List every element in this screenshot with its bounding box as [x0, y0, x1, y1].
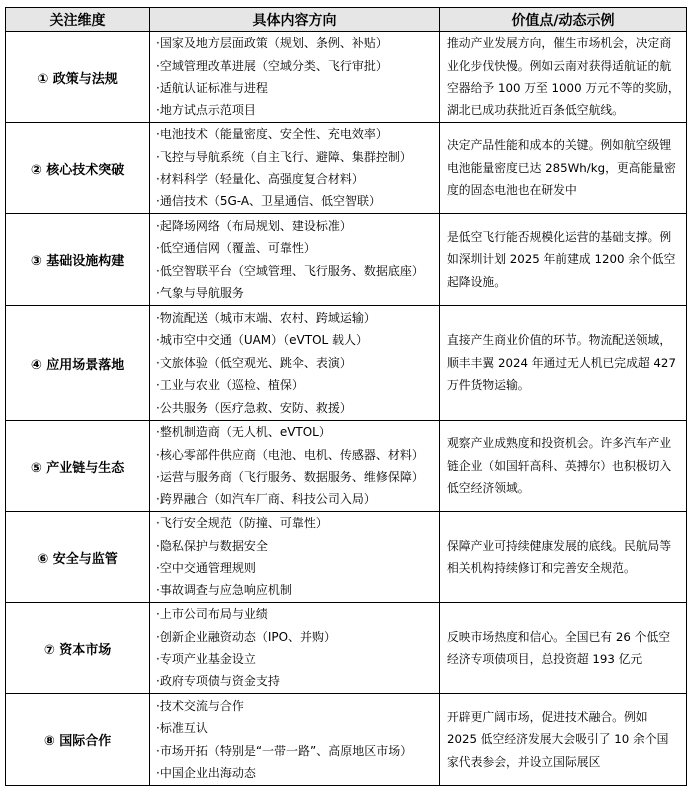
- content-item: ·跨界融合（如汽车厂商、科技公司入局）: [156, 492, 376, 507]
- content-item: ·气象与导航服务: [156, 285, 244, 300]
- content-item: ·飞行安全规范（防撞、可靠性）: [156, 516, 328, 531]
- content-item: ·地方试点示范项目: [156, 103, 256, 118]
- content-item: ·飞控与导航系统（自主飞行、避障、集群控制）: [156, 149, 412, 164]
- dimension-cell: ③ 基础设施构建: [6, 214, 150, 306]
- content-item: ·工业与农业（巡检、植保）: [156, 378, 304, 393]
- dimension-cell: ⑦ 资本市场: [6, 603, 150, 694]
- table-row: [6, 123, 687, 214]
- table-row: [6, 603, 687, 694]
- content-cell: [150, 306, 440, 421]
- header-content: 具体内容方向: [150, 8, 440, 32]
- table-header-row: [6, 8, 687, 32]
- content-item: ·核心零部件供应商（电池、电机、传感器、材料）: [156, 447, 424, 462]
- dimension-cell: ⑤ 产业链与生态: [6, 421, 150, 512]
- table-row: [6, 694, 687, 786]
- dimension-cell: ⑧ 国际合作: [6, 694, 150, 786]
- content-item: ·技术交流与合作: [156, 698, 244, 713]
- value-cell: 开辟更广阔市场，促进技术融合。例如 2025 低空经济发展大会吸引了 10 余个国家代表参会，并设立国际展区: [440, 694, 687, 786]
- content-item: ·整机制造商（无人机、eVTOL）: [156, 425, 331, 440]
- content-item: ·文旅体验（低空观光、跳伞、表演）: [156, 355, 352, 370]
- table-row: [6, 306, 687, 421]
- header-value: 价值点/动态示例: [440, 8, 687, 32]
- content-item: ·空中交通管理规则: [156, 561, 256, 575]
- content-item: ·隐私保护与数据安全: [156, 538, 268, 553]
- value-cell: 保障产业可持续健康发展的底线。民航局等相关机构持续修订和完善安全规范。: [440, 512, 687, 603]
- content-item: ·市场开拓（特别是“一带一路”、高原地区市场）: [156, 743, 413, 758]
- content-item: ·城市空中交通（UAM）（eVTOL 载人）: [156, 333, 369, 348]
- content-item: ·上市公司布局与业绩: [156, 607, 268, 622]
- content-item: ·电池技术（能量密度、安全性、充电效率）: [156, 127, 388, 142]
- table-row: [6, 214, 687, 306]
- dimension-cell: ① 政策与法规: [6, 32, 150, 123]
- content-item: ·物流配送（城市末端、农村、跨域运输）: [156, 310, 376, 325]
- header-dimension: 关注维度: [6, 8, 150, 32]
- content-item: ·材料科学（轻量化、高强度复合材料）: [156, 172, 364, 186]
- content-item: ·空域管理改革进展（空域分类、飞行审批）: [156, 58, 388, 73]
- content-item: ·低空通信网（覆盖、可靠性）: [156, 241, 316, 256]
- content-item: ·政府专项债与资金支持: [156, 674, 280, 689]
- dimension-table: [5, 7, 687, 786]
- table-row: [6, 32, 687, 123]
- content-cell: [150, 32, 440, 123]
- content-cell: [150, 603, 440, 694]
- content-item: ·低空智联平台（空域管理、飞行服务、数据底座）: [156, 263, 424, 278]
- content-item: ·适航认证标准与进程: [156, 81, 268, 95]
- table-row: [6, 421, 687, 512]
- content-cell: [150, 214, 440, 306]
- content-cell: [150, 123, 440, 214]
- value-cell: 观察产业成熟度和投资机会。许多汽车产业链企业（如国轩高科、英搏尔）也积极切入低空经济领域。: [440, 421, 687, 512]
- value-cell: 反映市场热度和信心。全国已有 26 个低空经济专项债项目，总投资超 193 亿元: [440, 603, 687, 694]
- content-item: ·创新企业融资动态（IPO、并购）: [156, 629, 337, 644]
- dimension-cell: ④ 应用场景落地: [6, 306, 150, 421]
- content-item: ·国家及地方层面政策（规划、条例、补贴）: [156, 36, 388, 51]
- content-cell: [150, 512, 440, 603]
- content-item: ·标准互认: [156, 721, 208, 736]
- content-item: ·中国企业出海动态: [156, 765, 256, 780]
- content-item: ·通信技术（5G-A、卫星通信、低空智联）: [156, 194, 382, 209]
- value-cell: 决定产品性能和成本的关键。例如航空级锂电池能量密度已达 285Wh/kg，更高能量密度的固态电池也在研发中: [440, 123, 687, 214]
- content-item: ·专项产业基金设立: [156, 652, 256, 666]
- dimension-cell: ② 核心技术突破: [6, 123, 150, 214]
- content-item: ·事故调查与应急响应机制: [156, 583, 292, 598]
- value-cell: 是低空飞行能否规模化运营的基础支撑。例如深圳计划 2025 年前建成 1200 余个低空起降设施。: [440, 214, 687, 306]
- value-cell: 直接产生商业价值的环节。物流配送领域，顺丰丰翼 2024 年通过无人机已完成超 427 万件货物运输。: [440, 306, 687, 421]
- value-cell: 推动产业发展方向，催生市场机会，决定商业化步伐快慢。例如云南对获得适航证的航空器给予 100 万至 1000 万元不等的奖励，湖北已成功获批近百条低空航线。: [440, 32, 687, 123]
- table-row: [6, 512, 687, 603]
- content-item: ·公共服务（医疗急救、安防、救援）: [156, 400, 352, 415]
- dimension-cell: ⑥ 安全与监管: [6, 512, 150, 603]
- content-cell: [150, 694, 440, 786]
- content-cell: [150, 421, 440, 512]
- content-item: ·起降场网络（布局规划、建设标准）: [156, 218, 352, 233]
- content-item: ·运营与服务商（飞行服务、数据服务、维修保障）: [156, 470, 424, 484]
